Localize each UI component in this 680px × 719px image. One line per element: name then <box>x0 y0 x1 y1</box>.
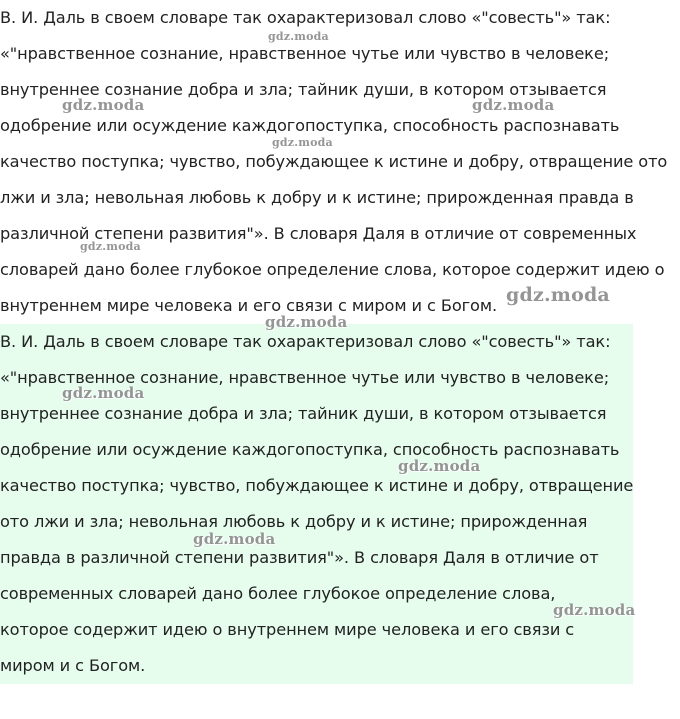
watermark-logo: gdz.moda <box>506 284 610 306</box>
answer-1-line-9: внутреннем мире человека и его связи с миром и с Богом. <box>0 296 498 315</box>
answer-1-line-6: лжи и зла; невольная любовь к добру и к истине; прирожденная правда в <box>0 188 634 207</box>
watermark-logo: gdz.moda <box>62 96 145 114</box>
watermark-logo: gdz.moda <box>398 457 481 475</box>
answer-2-line-8: современных словарей дано более глубокое определение слова, <box>0 584 556 603</box>
watermark-logo: gdz.moda <box>553 601 636 619</box>
answer-2-line-4: одобрение или осуждение каждогопоступка, способность распознавать <box>0 440 620 459</box>
answer-2-line-5: качество поступка; чувство, побуждающее к истине и добру, отвращение <box>0 476 634 495</box>
answer-1-line-3: внутреннее сознание добра и зла; тайник души, в котором отзывается <box>0 80 607 99</box>
answer-1-line-2: «"нравственное сознание, нравственное чутье или чувство в человеке; <box>0 44 610 63</box>
answer-1-line-8: словарей дано более глубокое определение слова, которое содержит идею о <box>0 260 665 279</box>
answer-1-line-4: одобрение или осуждение каждогопоступка, способность распознавать <box>0 116 620 135</box>
answer-2-line-6: ото лжи и зла; невольная любовь к добру и к истине; прирожденная <box>0 512 588 531</box>
watermark-logo: gdz.moda <box>193 530 276 548</box>
answer-2-line-2: «"нравственное сознание, нравственное чутье или чувство в человеке; <box>0 368 610 387</box>
answer-2-line-9: которое содержит идею о внутреннем мире человека и его связи с <box>0 620 575 639</box>
answer-1-line-7: различной степени развития"». В словаря Даля в отличие от современных <box>0 224 637 243</box>
watermark-logo: gdz.moda <box>80 240 141 253</box>
answer-2-line-3: внутреннее сознание добра и зла; тайник души, в котором отзывается <box>0 404 607 423</box>
answer-2-line-7: правда в различной степени развития"». В словаря Даля в отличие от <box>0 548 599 567</box>
watermark-logo: gdz.moda <box>62 384 145 402</box>
answer-text-block-2-highlighted <box>0 324 636 684</box>
answer-1-line-5: качество поступка; чувство, побуждающее к истине и добру, отвращение ото <box>0 152 668 171</box>
answer-2-line-10: миром и с Богом. <box>0 656 146 675</box>
answer-2-line-1: В. И. Даль в своем словаре так охарактеризовал слово «"совесть"» так: <box>0 332 611 351</box>
watermark-logo: gdz.moda <box>265 313 348 331</box>
answer-text-block-1 <box>0 0 680 322</box>
watermark-logo: gdz.moda <box>472 96 555 114</box>
watermark-logo: gdz.moda <box>268 30 329 43</box>
watermark-logo: gdz.moda <box>272 136 333 149</box>
answer-1-line-1: В. И. Даль в своем словаре так охарактеризовал слово «"совесть"» так: <box>0 8 611 27</box>
